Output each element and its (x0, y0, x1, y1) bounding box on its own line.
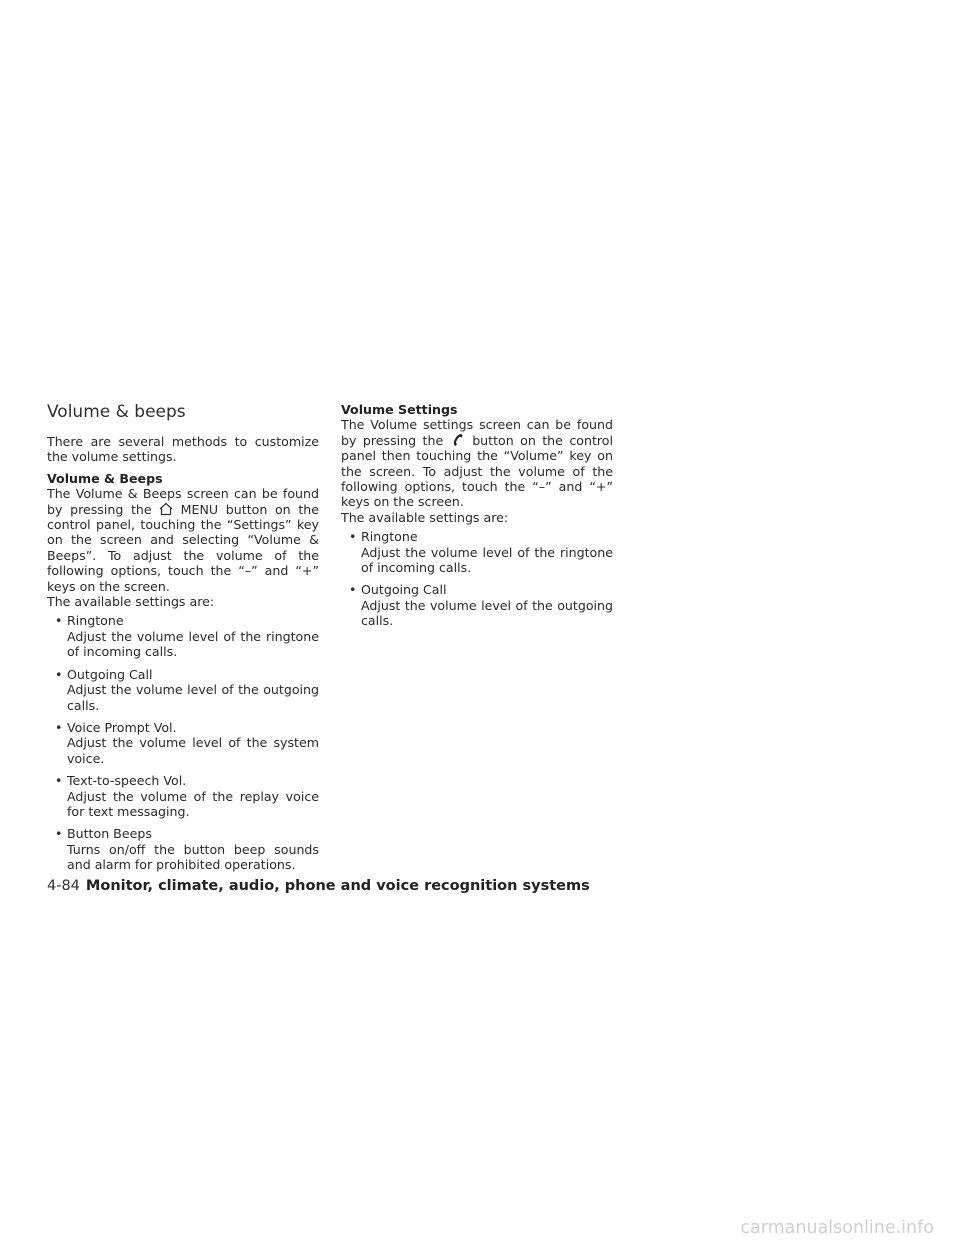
item-description: Adjust the volume level of the outgoing calls. (361, 597, 613, 629)
item-name: Ringtone (361, 529, 418, 545)
bullet: • (55, 666, 63, 682)
bullet: • (55, 719, 63, 735)
item-name: Voice Prompt Vol. (67, 719, 177, 735)
text-after-icon: button on the control panel then touching the “Volume” key on the screen. To adjust the volume of the following options, touch the “–” and “+” keys on the screen. (341, 432, 613, 510)
item-description: Turns on/off the button beep sounds and alarm for prohibited operations. (67, 841, 319, 873)
right-column (341, 402, 613, 636)
list-item (341, 529, 613, 575)
list-item (47, 720, 319, 766)
item-name: Button Beeps (67, 826, 152, 842)
volume-settings-subheading: Volume Settings (341, 402, 458, 417)
list-item (47, 773, 319, 819)
text-after-icon: MENU button on the control panel, touching the “Settings” key on the screen and selecting “Volume & Beeps”. To adjust the volume of the following options, touch the “–” and “+” keys on the screen. (47, 501, 319, 594)
list-item (47, 667, 319, 713)
watermark: carmanualsonline.info (740, 1218, 934, 1238)
item-name: Outgoing Call (67, 666, 153, 682)
list-item (47, 613, 319, 659)
item-description: Adjust the volume of the replay voice for text messaging. (67, 788, 319, 819)
available-settings-label: The available settings are: (47, 594, 215, 610)
bullet: • (55, 773, 63, 789)
list-item (47, 826, 319, 872)
item-description: Adjust the volume level of the outgoing calls. (67, 682, 319, 713)
home-icon (155, 502, 177, 516)
intro-paragraph: There are several methods to customize the volume settings. (47, 434, 319, 465)
settings-list (47, 613, 319, 872)
bullet: • (349, 529, 357, 545)
available-settings-label: The available settings are: (341, 509, 509, 525)
page-footer (47, 877, 590, 895)
volume-beeps-subheading: Volume & Beeps (47, 470, 163, 486)
volume-settings-paragraph (341, 417, 613, 509)
item-name: Ringtone (67, 613, 124, 629)
chapter-title: Monitor, climate, audio, phone and voice recognition systems (85, 878, 590, 894)
phone-icon (446, 433, 468, 447)
page-number: 4-84 (47, 878, 80, 894)
item-name: Outgoing Call (361, 582, 447, 598)
bullet: • (55, 613, 63, 629)
item-description: Adjust the volume level of the system voice. (67, 735, 319, 766)
settings-list (341, 529, 613, 628)
text-before-icon: The Volume & Beeps screen can be found by pressing the (47, 486, 319, 517)
bullet: • (55, 826, 63, 842)
list-item (341, 582, 613, 628)
volume-beeps-paragraph (47, 486, 319, 594)
section-title: Volume & beeps (47, 402, 186, 422)
item-name: Text-to-speech Vol. (67, 773, 187, 789)
bullet: • (349, 582, 357, 598)
left-column (47, 402, 319, 880)
item-description: Adjust the volume level of the ringtone of incoming calls. (67, 628, 319, 660)
item-description: Adjust the volume level of the ringtone of incoming calls. (361, 544, 613, 576)
text-before-icon: The Volume settings screen can be found by pressing the (341, 417, 613, 448)
